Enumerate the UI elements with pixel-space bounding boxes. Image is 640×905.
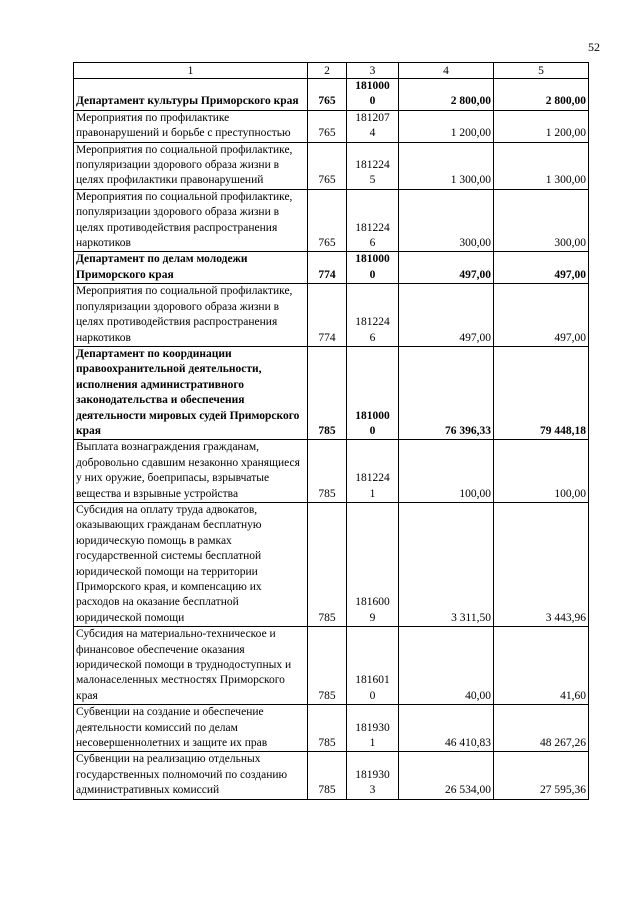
row-dept-code: 765 [308,142,347,189]
code-bottom: 5 [369,174,376,187]
row-amount-1: 46 410,83 [399,705,494,752]
row-dept-code: 785 [308,705,347,752]
table-row [74,142,589,189]
code-top: 181600 [355,596,390,609]
table-row [74,346,589,439]
row-amount-1: 40,00 [399,627,494,705]
code-top: 181601 [355,674,390,687]
code-top: 181207 [355,111,390,124]
row-dept-code: 785 [308,752,347,799]
row-target-code [347,705,399,752]
row-amount-1: 1 300,00 [399,142,494,189]
column-header: 5 [494,63,589,79]
row-amount-1: 76 396,33 [399,346,494,439]
row-target-code [347,142,399,189]
row-dept-code: 785 [308,627,347,705]
row-target-code [347,79,399,111]
row-amount-2: 79 448,18 [494,346,589,439]
budget-table [73,62,589,800]
table-row [74,110,589,142]
row-amount-1: 497,00 [399,284,494,347]
code-bottom: 1 [369,737,376,750]
row-name: Субвенции на реализацию отдельных государственных полномочий по созданию административных комиссий [74,752,308,799]
table-row [74,79,589,111]
row-amount-2: 497,00 [494,252,589,284]
table-row [74,189,589,252]
row-dept-code: 785 [308,502,347,626]
code-top: 181000 [355,409,390,422]
row-dept-code: 765 [308,110,347,142]
row-target-code [347,440,399,503]
row-dept-code: 774 [308,284,347,347]
row-dept-code: 785 [308,346,347,439]
code-bottom: 6 [369,237,376,250]
row-amount-2: 41,60 [494,627,589,705]
row-name: Департамент культуры Приморского края [74,79,308,111]
row-amount-2: 2 800,00 [494,79,589,111]
code-top: 181224 [355,316,390,329]
code-top: 181224 [355,221,390,234]
table-row [74,502,589,626]
table-row [74,705,589,752]
row-amount-2: 1 300,00 [494,142,589,189]
row-amount-2: 497,00 [494,284,589,347]
column-header: 2 [308,63,347,79]
row-amount-2: 27 595,36 [494,752,589,799]
table-row [74,440,589,503]
table-row [74,752,589,799]
row-name: Мероприятия по социальной профилактике, популяризации здорового образа жизни в целях противодействия распространения наркотиков [74,189,308,252]
row-amount-2: 48 267,26 [494,705,589,752]
row-name: Департамент по координации правоохранительной деятельности, исполнения административного законодательства и обеспечения деятельности мировых судей Приморского края [74,346,308,439]
table-header-row [74,63,589,79]
row-dept-code: 765 [308,79,347,111]
page-number: 52 [588,40,600,54]
column-header: 3 [347,63,399,79]
row-dept-code: 785 [308,440,347,503]
row-amount-2: 1 200,00 [494,110,589,142]
row-amount-1: 497,00 [399,252,494,284]
column-header: 1 [74,63,308,79]
code-bottom: 0 [369,268,376,281]
code-top: 181000 [355,253,390,266]
row-name: Мероприятия по социальной профилактике, популяризации здорового образа жизни в целях противодействия распространения наркотиков [74,284,308,347]
code-top: 181224 [355,159,390,172]
table-row [74,627,589,705]
row-amount-2: 100,00 [494,440,589,503]
code-bottom: 0 [369,689,376,702]
row-amount-2: 3 443,96 [494,502,589,626]
row-target-code [347,284,399,347]
row-target-code [347,752,399,799]
row-target-code [347,110,399,142]
row-name: Субвенции на создание и обеспечение деятельности комиссий по делам несовершеннолетних и защите их прав [74,705,308,752]
row-name: Субсидия на материально-техническое и финансовое обеспечение оказания юридической помощи в труднодоступных и малонаселенных местностях Приморского края [74,627,308,705]
row-dept-code: 774 [308,252,347,284]
code-bottom: 4 [369,127,376,140]
row-name: Мероприятия по профилактике правонарушений и борьбе с преступностью [74,110,308,142]
code-bottom: 0 [369,424,376,437]
code-bottom: 1 [369,487,376,500]
code-top: 181224 [355,472,390,485]
row-name: Субсидия на оплату труда адвокатов, оказывающих гражданам бесплатную юридическую помощь в рамках государственной системы бесплатной юридической помощи на территории Приморского края, и компенсацию их расходов на оказание бесплатной юридической помощи [74,502,308,626]
row-target-code [347,252,399,284]
row-name: Выплата вознаграждения гражданам, добровольно сдавшим незаконно хранящиеся у них оружие, боеприпасы, взрывчатые вещества и взрывные устройства [74,440,308,503]
column-header: 4 [399,63,494,79]
row-amount-1: 26 534,00 [399,752,494,799]
row-target-code [347,346,399,439]
row-dept-code: 765 [308,189,347,252]
row-amount-1: 300,00 [399,189,494,252]
code-top: 181000 [355,80,390,92]
row-amount-1: 1 200,00 [399,110,494,142]
code-bottom: 9 [369,611,376,624]
row-name: Мероприятия по социальной профилактике, популяризации здорового образа жизни в целях профилактики правонарушений [74,142,308,189]
row-amount-1: 2 800,00 [399,79,494,111]
row-target-code [347,502,399,626]
row-amount-1: 3 311,50 [399,502,494,626]
row-name: Департамент по делам молодежи Приморского края [74,252,308,284]
row-target-code [347,627,399,705]
row-amount-1: 100,00 [399,440,494,503]
row-amount-2: 300,00 [494,189,589,252]
table-row [74,252,589,284]
code-top: 181930 [355,768,390,781]
code-bottom: 6 [369,331,376,344]
row-target-code [347,189,399,252]
code-bottom: 0 [369,95,376,108]
code-bottom: 3 [369,784,376,797]
code-top: 181930 [355,721,390,734]
table-row [74,284,589,347]
